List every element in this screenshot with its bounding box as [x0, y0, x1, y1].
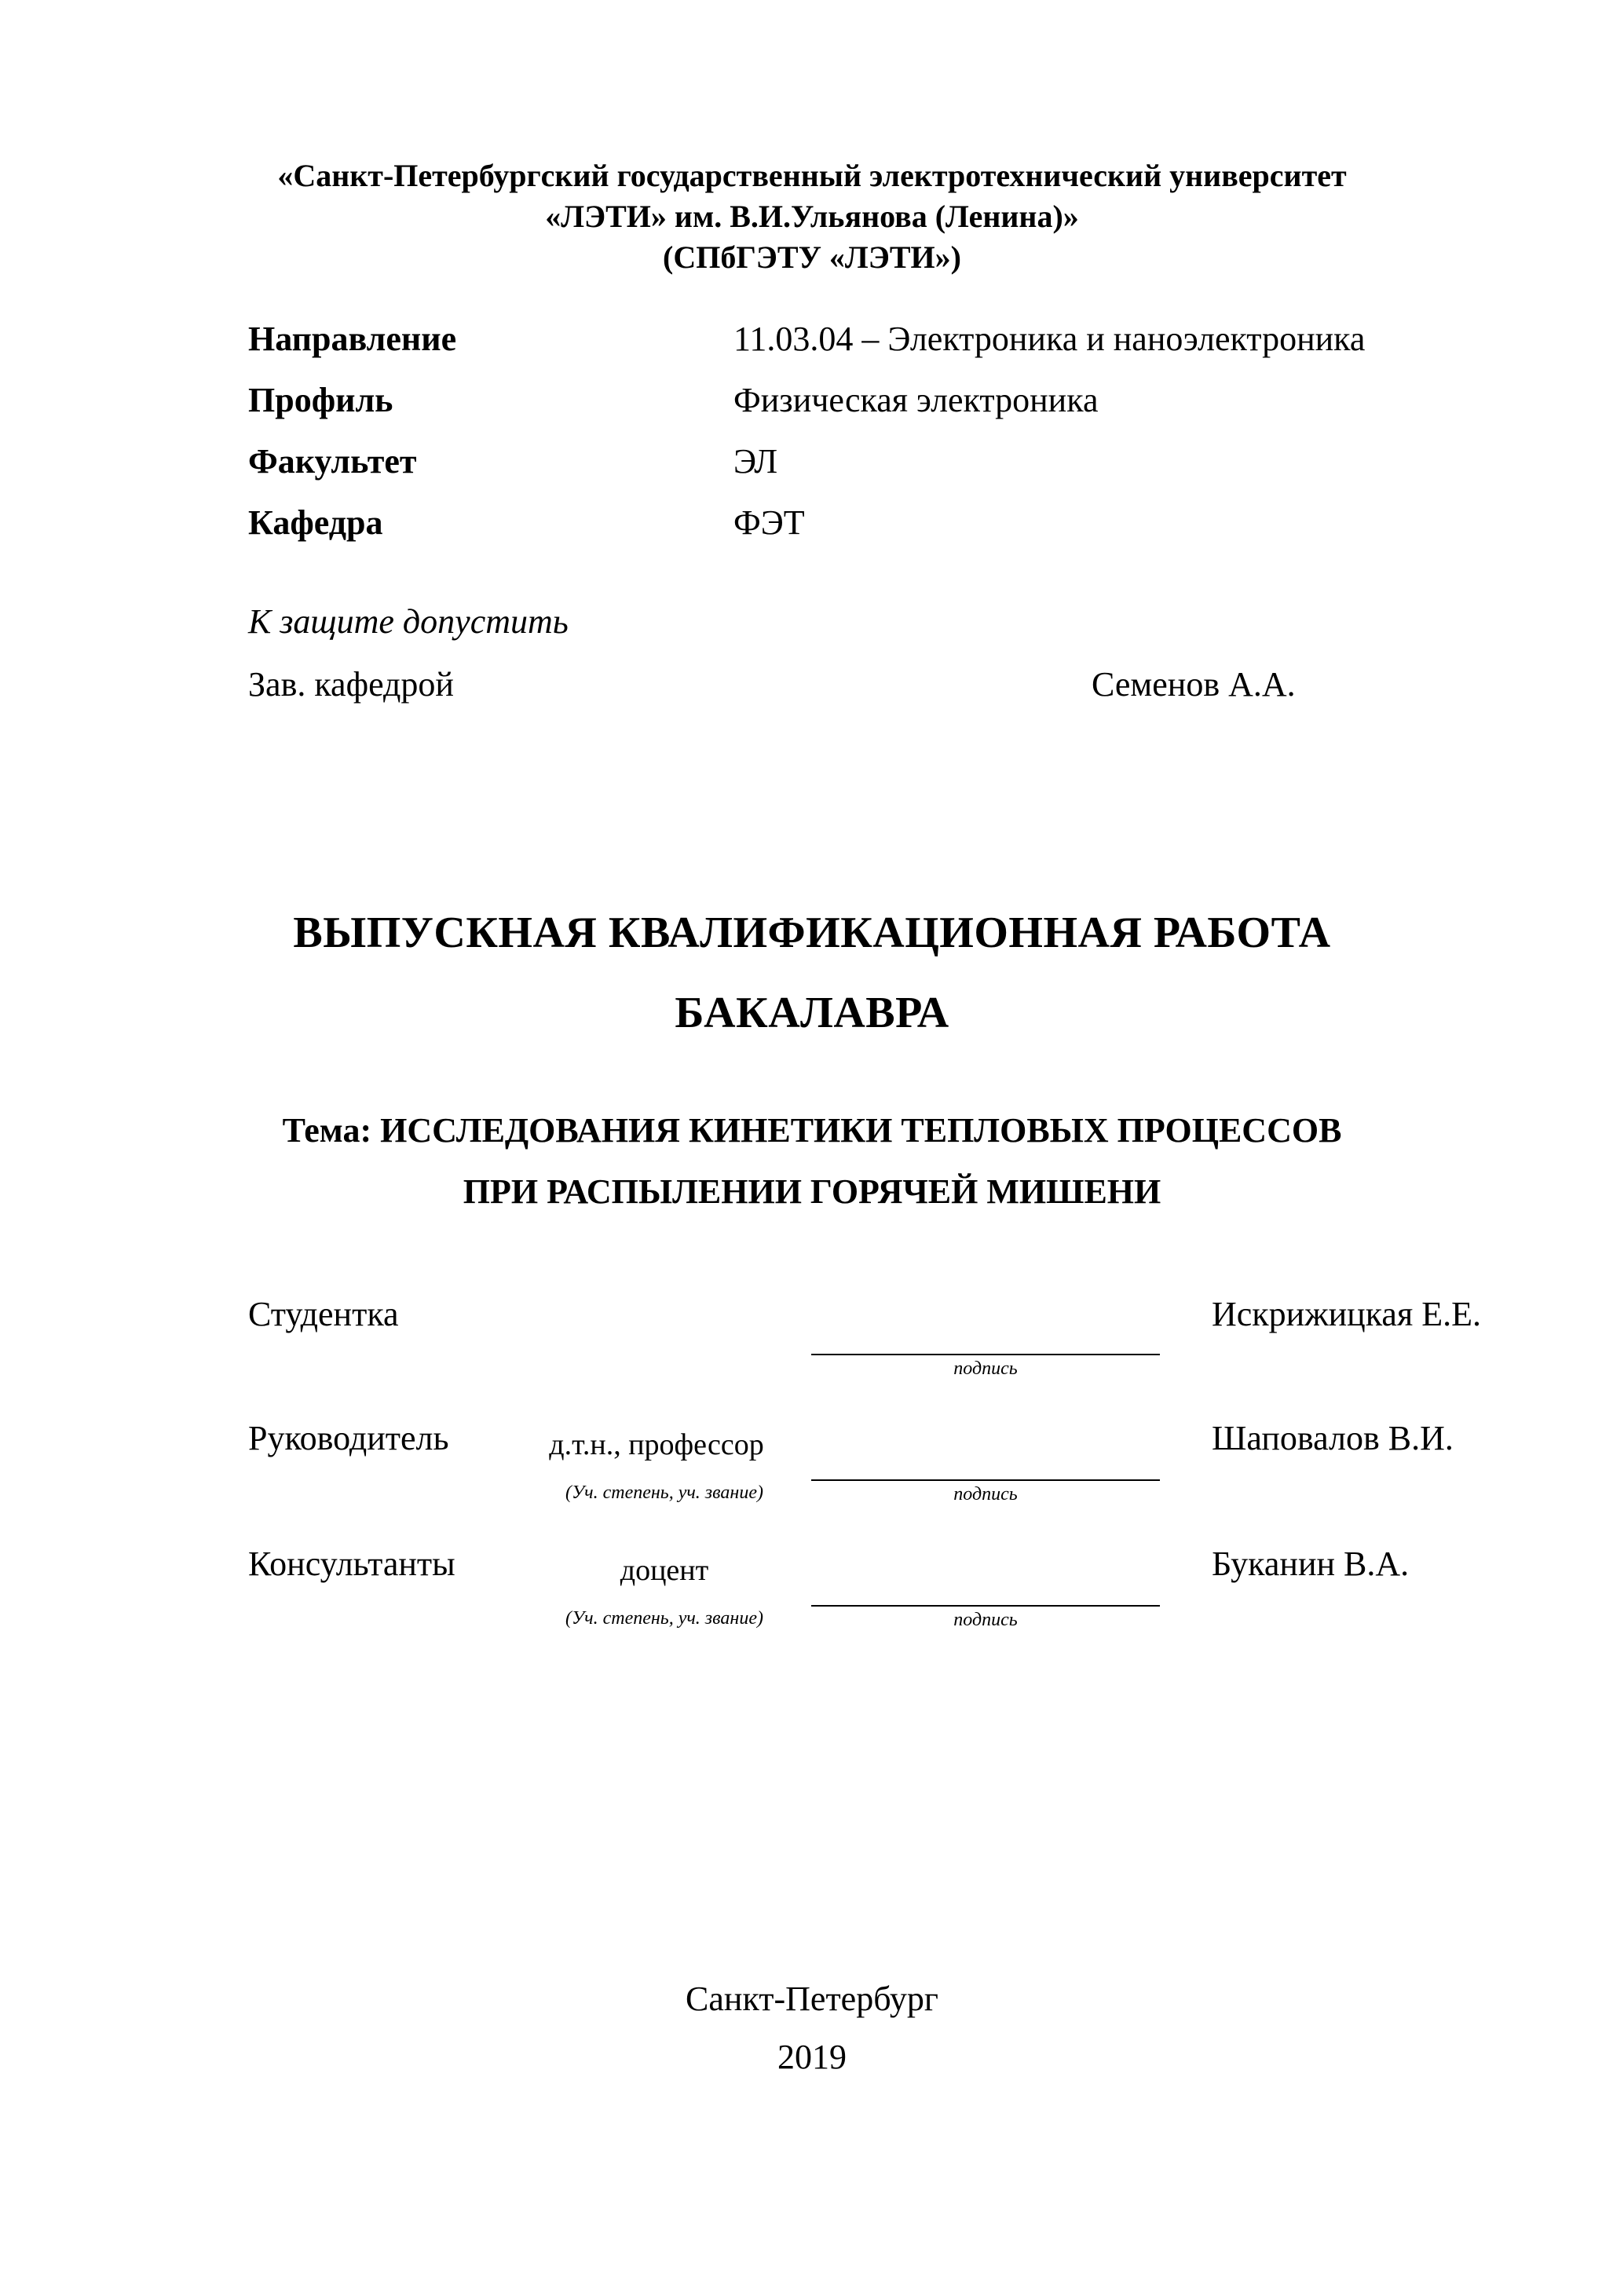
consultants-role: Консультанты — [248, 1545, 455, 1583]
university-name-line1: «Санкт-Петербургский государственный электротехнический университет — [277, 158, 1347, 193]
footer-year: 2019 — [777, 2038, 847, 2076]
document-title-line2: БАКАЛАВРА — [675, 989, 949, 1037]
university-abbreviation: (СПбГЭТУ «ЛЭТИ») — [663, 239, 961, 275]
consultant-degree-caption: (Уч. степень, уч. звание) — [565, 1608, 763, 1629]
faculty-label: Факультет — [248, 442, 417, 481]
consultant-signature-caption: подпись — [953, 1610, 1018, 1630]
consultant-signature-line — [811, 1605, 1160, 1607]
document-title-line1: ВЫПУСКНАЯ КВАЛИФИКАЦИОННАЯ РАБОТА — [293, 909, 1331, 957]
consultant-name: Буканин В.А. — [1212, 1545, 1410, 1583]
supervisor-signature-caption: подпись — [953, 1484, 1018, 1504]
supervisor-name: Шаповалов В.И. — [1212, 1419, 1454, 1457]
university-name-line2: «ЛЭТИ» им. В.И.Ульянова (Ленина)» — [545, 199, 1079, 234]
student-name: Искрижицкая Е.Е. — [1212, 1295, 1481, 1333]
student-role: Студентка — [248, 1295, 399, 1333]
faculty-value: ЭЛ — [733, 442, 778, 481]
supervisor-signature-line — [811, 1479, 1160, 1481]
footer-city: Санкт-Петербург — [686, 1980, 938, 2018]
direction-label: Направление — [248, 320, 457, 358]
student-signature-caption: подпись — [953, 1358, 1018, 1379]
head-of-department-label: Зав. кафедрой — [248, 665, 454, 704]
theme-line1: Тема: ИССЛЕДОВАНИЯ КИНЕТИКИ ТЕПЛОВЫХ ПРОЦЕССОВ — [282, 1111, 1342, 1150]
student-signature-line — [811, 1354, 1160, 1355]
supervisor-role: Руководитель — [248, 1419, 449, 1457]
theme-line2: ПРИ РАСПЫЛЕНИИ ГОРЯЧЕЙ МИШЕНИ — [463, 1172, 1161, 1211]
department-value: ФЭТ — [733, 503, 805, 542]
department-label: Кафедра — [248, 503, 383, 542]
direction-value: 11.03.04 – Электроника и наноэлектроника — [733, 320, 1366, 358]
supervisor-degree: д.т.н., профессор — [549, 1428, 764, 1461]
head-of-department-name: Семенов А.А. — [1092, 665, 1296, 704]
admission-heading: К защите допустить — [248, 602, 569, 641]
profile-label: Профиль — [248, 381, 393, 419]
supervisor-degree-caption: (Уч. степень, уч. звание) — [565, 1483, 763, 1503]
consultant-degree: доцент — [620, 1554, 709, 1587]
profile-value: Физическая электроника — [733, 381, 1099, 419]
